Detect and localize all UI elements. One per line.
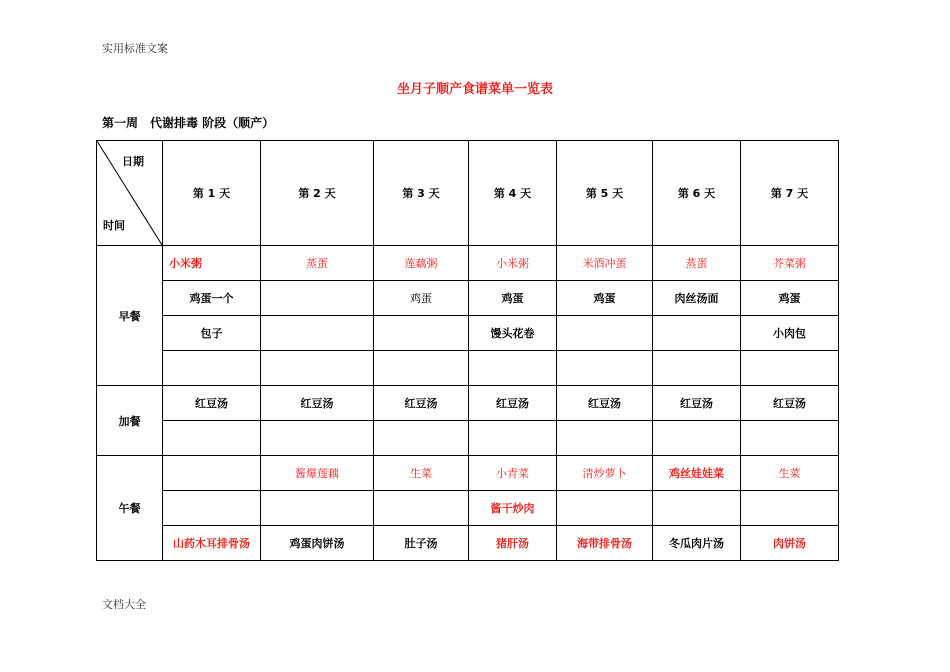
menu-cell: 鸡蛋 (557, 281, 653, 316)
menu-cell: 小米粥 (163, 246, 261, 281)
menu-cell: 芥菜粥 (741, 246, 839, 281)
table-row (97, 246, 839, 281)
day-header: 第 7 天 (741, 141, 839, 246)
menu-cell (374, 491, 469, 526)
menu-cell (163, 456, 261, 491)
menu-cell (261, 281, 374, 316)
menu-cell (469, 421, 557, 456)
menu-cell (163, 491, 261, 526)
menu-cell (557, 491, 653, 526)
menu-cell: 生菜 (741, 456, 839, 491)
menu-cell (741, 491, 839, 526)
menu-cell (557, 421, 653, 456)
document-title: 坐月子顺产食谱菜单一览表 (396, 82, 553, 97)
menu-cell: 红豆汤 (653, 386, 741, 421)
menu-cell: 鸡蛋 (469, 281, 557, 316)
table-row (97, 421, 839, 456)
menu-cell (261, 421, 374, 456)
menu-cell: 小青菜 (469, 456, 557, 491)
day-header: 第 2 天 (261, 141, 374, 246)
date-label: 日期 (122, 155, 144, 168)
menu-cell (557, 316, 653, 351)
table-row (97, 456, 839, 491)
menu-cell: 红豆汤 (261, 386, 374, 421)
menu-cell: 蒸蛋 (261, 246, 374, 281)
menu-cell: 猪肝汤 (469, 526, 557, 561)
menu-cell: 包子 (163, 316, 261, 351)
menu-cell: 小米粥 (469, 246, 557, 281)
menu-cell (261, 316, 374, 351)
menu-cell: 肉丝汤面 (653, 281, 741, 316)
menu-cell: 鸡蛋一个 (163, 281, 261, 316)
table-row (97, 386, 839, 421)
table-row (97, 316, 839, 351)
table-row (97, 281, 839, 316)
menu-cell: 山药木耳排骨汤 (163, 526, 261, 561)
menu-cell: 米酒冲蛋 (557, 246, 653, 281)
footer-note: 文档大全 (102, 598, 146, 611)
menu-table (96, 140, 839, 561)
header-row (97, 141, 839, 246)
day-header: 第 4 天 (469, 141, 557, 246)
menu-cell (374, 351, 469, 386)
meal-label-snack: 加餐 (97, 386, 163, 456)
menu-cell (469, 351, 557, 386)
menu-cell (261, 491, 374, 526)
day-header: 第 6 天 (653, 141, 741, 246)
time-label: 时间 (103, 219, 125, 232)
table-row (97, 526, 839, 561)
menu-cell (374, 421, 469, 456)
week-subtitle: 第一周 代谢排毒 阶段（顺产） (102, 116, 275, 130)
menu-cell: 红豆汤 (374, 386, 469, 421)
table-row (97, 491, 839, 526)
menu-cell (653, 421, 741, 456)
menu-cell: 鸡蛋肉饼汤 (261, 526, 374, 561)
table-row (97, 351, 839, 386)
menu-cell: 冬瓜肉片汤 (653, 526, 741, 561)
header-note: 实用标准文案 (102, 42, 168, 55)
menu-cell (653, 491, 741, 526)
menu-cell: 酱爆莲藕 (261, 456, 374, 491)
menu-cell (163, 421, 261, 456)
day-header: 第 5 天 (557, 141, 653, 246)
menu-cell (741, 351, 839, 386)
menu-cell: 莲藕粥 (374, 246, 469, 281)
menu-cell: 鸡丝娃娃菜 (653, 456, 741, 491)
menu-cell: 鸡蛋 (741, 281, 839, 316)
menu-cell: 馒头花卷 (469, 316, 557, 351)
menu-cell: 红豆汤 (741, 386, 839, 421)
menu-cell: 肉饼汤 (741, 526, 839, 561)
menu-cell (163, 351, 261, 386)
menu-cell: 海带排骨汤 (557, 526, 653, 561)
meal-label-breakfast: 早餐 (97, 246, 163, 386)
menu-cell: 蒸蛋 (653, 246, 741, 281)
menu-cell: 鸡蛋 (374, 281, 469, 316)
menu-cell (653, 316, 741, 351)
menu-cell: 红豆汤 (469, 386, 557, 421)
day-header: 第 1 天 (163, 141, 261, 246)
menu-cell: 红豆汤 (557, 386, 653, 421)
corner-cell (97, 141, 163, 246)
menu-cell (741, 421, 839, 456)
menu-cell (653, 351, 741, 386)
menu-cell (557, 351, 653, 386)
menu-cell: 清炒萝卜 (557, 456, 653, 491)
menu-cell (374, 316, 469, 351)
menu-cell (261, 351, 374, 386)
menu-cell: 生菜 (374, 456, 469, 491)
meal-label-lunch: 午餐 (97, 456, 163, 561)
menu-cell: 小肉包 (741, 316, 839, 351)
menu-cell: 肚子汤 (374, 526, 469, 561)
menu-cell: 红豆汤 (163, 386, 261, 421)
day-header: 第 3 天 (374, 141, 469, 246)
menu-cell: 酱干炒肉 (469, 491, 557, 526)
